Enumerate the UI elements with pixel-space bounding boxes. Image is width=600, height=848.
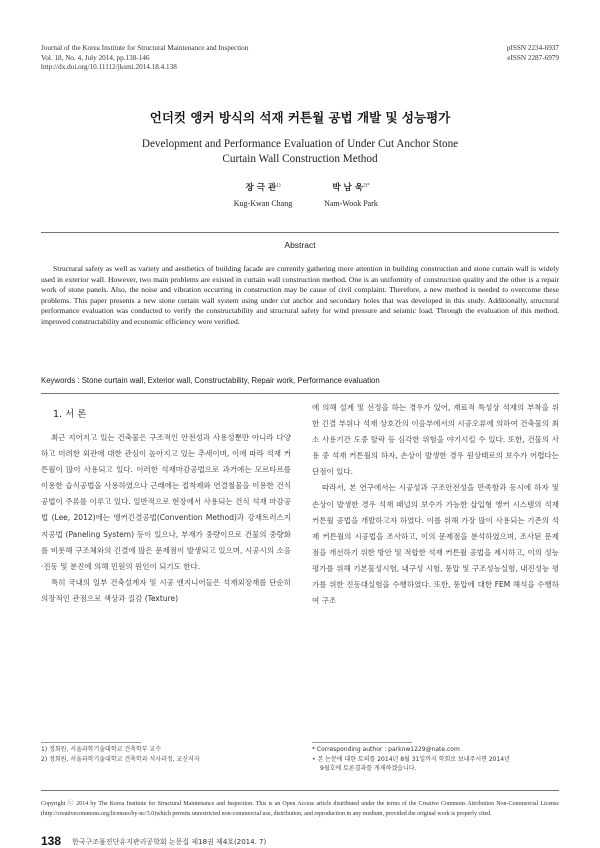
eissn: eISSN 2287-6979 xyxy=(507,53,559,62)
keywords-label: Keywords : xyxy=(41,376,82,385)
footnotes-left xyxy=(41,745,291,764)
intro-paragraph-2: 특히 국내의 일부 건축설계자 및 시공 엔지니어들은 석재외장재를 단순히 의장적인 관점으로 색상과 질감 (Texture) xyxy=(41,577,291,603)
abstract-top-rule xyxy=(41,232,559,233)
author-2-korean: 박 남 욱 xyxy=(332,183,364,193)
author-2 xyxy=(306,181,396,208)
keywords-text: Stone curtain wall, Exterior wall, Constructability, Repair work, Performance evaluation xyxy=(81,376,380,385)
issn-block xyxy=(507,44,559,63)
title-english xyxy=(60,137,540,166)
title-english-line2: Curtain Wall Construction Method xyxy=(222,152,378,165)
copyright-notice: Copyright ⓒ 2014 by The Korea Institute for Structural Maintenance and Inspection. This is an Open Access article distributed under the terms of the Creative Commons Attribution Non-Commercial License (http://creativecommons.org/licenses/by-nc/3.0)which permits unrestricted non-commercial use, distribution, and reproduction in any medium, provided the original work is properly cited. xyxy=(41,801,559,817)
footnote-rule-right xyxy=(312,742,412,743)
author-1-english: Kug-Kwan Chang xyxy=(233,199,293,208)
footnotes-right xyxy=(312,745,562,774)
journal-name: Journal of the Korea Institute for Structural Maintenance and Inspection xyxy=(41,44,249,52)
abstract-bottom-rule xyxy=(41,393,559,394)
footer-journal-korean: 한국구조물진단유지관리공학회 논문집 제18권 제4호(2014. 7) xyxy=(72,838,267,846)
author-2-affil: 2)* xyxy=(363,183,370,189)
volume-info: Vol. 18, No. 4, July 2014, pp.138-146 xyxy=(41,53,150,62)
abstract-body: Structural safety as well as variety and aesthetics of building facade are currently gathering more attention in building construction and stone curtain wall is widely used in exterior wall. However, two main problems are existed in curtain wall construction method. One is an uniformity of construction quality and the other is a repair work of stone panels. Also, the noise and vibration occurring in construction may be cause of civil complaint. Therefore, a new method is needed to overcome these problems. This paper presents a new stone curtain wall system using under cut anchor and secondary holes that was developed in this study. Additionally, structural performance evaluation was conducted to verify the constructability and structural safety for wind pressure and seismic load. Through the evaluation of this method, improved constructability and economic efficiency were verified. xyxy=(41,264,559,326)
page-number: 138 xyxy=(41,834,62,848)
footnote-1: 1) 정회원, 서울과학기술대학교 건축학부 교수 xyxy=(41,746,162,753)
running-header xyxy=(41,44,248,73)
right-column xyxy=(312,400,559,609)
left-column xyxy=(41,430,291,607)
section-heading-introduction: 1. 서 론 xyxy=(53,409,87,420)
intro-paragraph-4: 따라서, 본 연구에서는 시공성과 구조안전성을 만족함과 동시에 하자 및 손상이 발생한 경우 석재 패널의 보수가 가능한 삽입형 앵커 시스템의 석재 커튼월 공법을 개발하고자 하였다. 이를 위해 가장 많이 사용되는 기존의 석재 커튼월의 시공법을 조사하고, 이의 문제점을 분석하였으며, 조사된 문제점을 개선하기 위한 방안 및 적합한 석재 커튼월 공법을 제시하고, 이의 성능평가를 위해 기본물성시험, 내구성 시험, 풍압 및 구조성능실험, 내진성능 평가를 위한 진동대실험을 수행하였다. 또한, 풍압에 대한 FEM 해석을 수행하여 구조 xyxy=(312,483,559,606)
author-1-affil: 1) xyxy=(276,183,281,189)
pissn: pISSN 2234-6937 xyxy=(506,44,559,52)
abstract-heading: Abstract xyxy=(284,240,316,250)
author-2-english: Nam-Wook Park xyxy=(324,199,378,208)
doi-link[interactable]: http://dx.doi.org/10.11112/jksmi.2014.18.4.138 xyxy=(41,63,177,72)
keywords xyxy=(41,376,559,385)
footnote-2: 2) 정회원, 서울과학기술대학교 건축학과 석사과정, 교신저자 xyxy=(41,755,200,763)
intro-paragraph-3: 에 의해 설계 및 선정을 하는 경우가 있어, 재료적 특성상 석재의 부착을 위한 긴결 부위나 석재 상호간의 이음부에서의 시공오류에 의하여 건축물의 최소 사용기간 도중 탈락 등 심각한 위험을 야기시킬 수 있다. 또한, 건물의 사용 중 석재 커튼월의 하자, 손상이 발생한 경우 원상태로의 보수가 어렵다는 단점이 있다. xyxy=(312,403,559,477)
title-korean: 언더컷 앵커 방식의 석재 커튼월 공법 개발 및 성능평가 xyxy=(149,110,451,125)
corresponding-author: * Corresponding author : parknw1229@nate.com xyxy=(312,746,460,753)
discussion-note-line1: • 본 논문에 대한 토의를 2014년 8월 31일까지 학회로 보내주시면 2014년 xyxy=(312,755,510,763)
footnote-rule-left xyxy=(41,742,141,743)
author-1 xyxy=(218,181,308,208)
copyright-rule xyxy=(41,790,559,791)
author-1-korean: 장 극 관 xyxy=(245,183,277,193)
discussion-note-line2: 9월호에 토론결과를 게재하겠습니다. xyxy=(320,765,417,772)
intro-paragraph-1: 최근 지어지고 있는 건축물은 구조적인 안전성과 사용성뿐만 아니라 다양하고 미려한 외관에 대한 관심이 높아지고 있는 추세이며, 이에 따라 석재 커튼월이 많이 사용되고 있다. 이러한 석재마감공법으로 과거에는 모르타르를 이용한 습식공법을 사용하였으나 근래에는 접착제와 연결철물을 이용한 건식공법이 주류를 이루고 있다. 일반적으로 현장에서 사용되는 건식 석재 마감공법 (Lee, 2012)에는 앵커긴결공법(Convention Method)과 강재트러스지지공법 (Paneling System) 등이 있으나, 부재가 중량이므로 건물의 중량화를 비롯해 구조체와의 긴결에 많은 문제점이 발생되고 있으며, 시공시의 소음·진동 및 분진에 의해 민원의 원인이 되기도 한다. xyxy=(41,433,291,571)
title-english-line1: Development and Performance Evaluation of Under Cut Anchor Stone xyxy=(141,138,459,150)
